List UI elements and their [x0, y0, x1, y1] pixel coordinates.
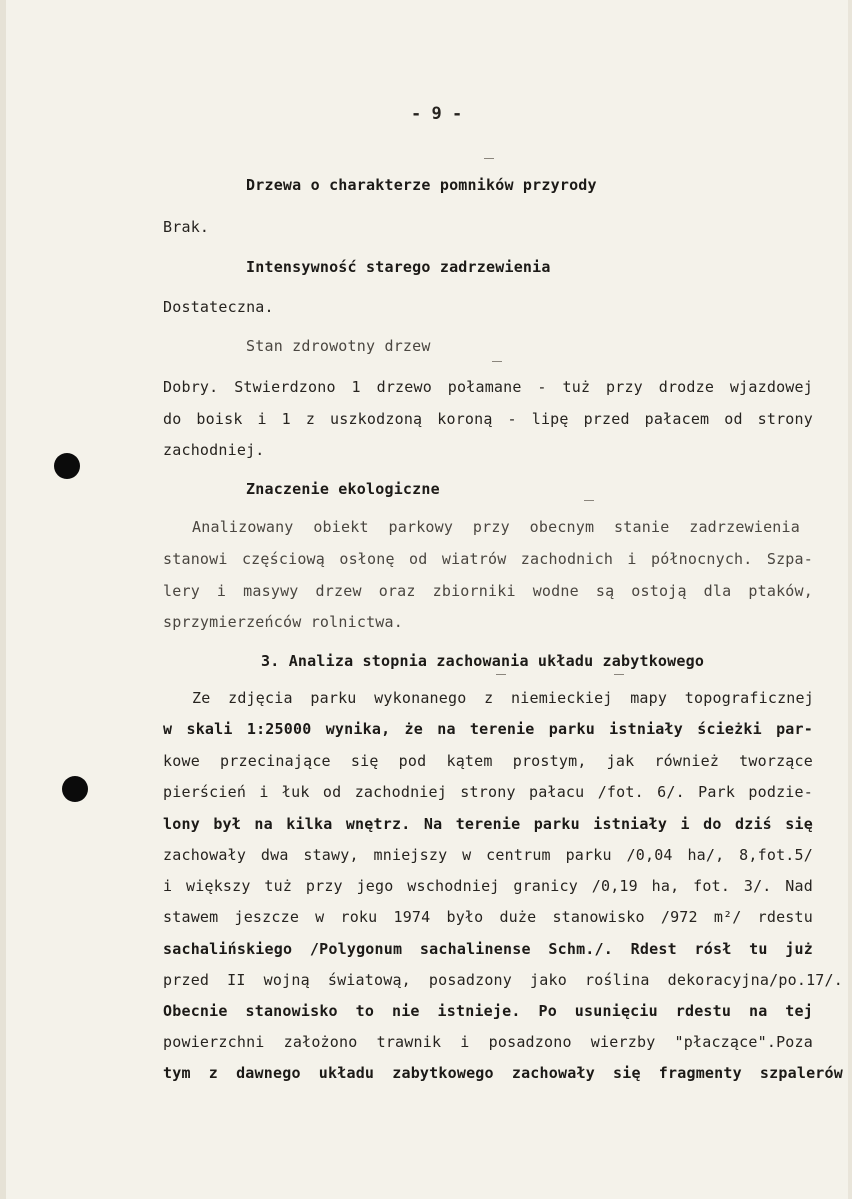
- analysis-line: w skali 1:25000 wynika, że na terenie parku istniały ścieżki par-: [163, 720, 813, 738]
- ink-mark: [496, 674, 506, 675]
- health-line: do boisk i 1 z uszkodzoną koroną - lipę przed pałacem od strony: [163, 410, 813, 428]
- analysis-line: tym z dawnego układu zabytkowego zachowały się fragmenty szpalerów: [163, 1064, 843, 1082]
- ink-mark: [584, 500, 594, 501]
- heading-intensity: Intensywność starego zadrzewienia: [246, 258, 551, 276]
- analysis-line: Ze zdjęcia parku wykonanego z niemieckiej mapy topograficznej: [192, 689, 814, 707]
- ink-mark: [484, 158, 494, 159]
- analysis-line: przed II wojną światową, posadzony jako roślina dekoracyjna/po.17/.: [163, 971, 843, 989]
- analysis-line: kowe przecinające się pod kątem prostym, jak również tworzące: [163, 752, 813, 770]
- analysis-line: i większy tuż przy jego wschodniej granicy /0,19 ha, fot. 3/. Nad: [163, 877, 813, 895]
- intensity-value: Dostateczna.: [163, 298, 274, 316]
- analysis-line: zachowały dwa stawy, mniejszy w centrum parku /0,04 ha/, 8,fot.5/: [163, 846, 813, 864]
- heading-health: Stan zdrowotny drzew: [246, 337, 431, 355]
- analysis-line: Obecnie stanowisko to nie istnieje. Po usunięciu rdestu na tej: [163, 1002, 813, 1020]
- heading-analysis: 3. Analiza stopnia zachowania układu zabytkowego: [261, 652, 705, 670]
- analysis-line: pierścień i łuk od zachodniej strony pałacu /fot. 6/. Park podzie-: [163, 783, 813, 801]
- health-line: Dobry. Stwierdzono 1 drzewo połamane - tuż przy drodze wjazdowej: [163, 378, 813, 396]
- ecology-line: Analizowany obiekt parkowy przy obecnym stanie zadrzewienia: [192, 518, 800, 536]
- trees-monuments-value: Brak.: [163, 218, 210, 236]
- heading-ecology: Znaczenie ekologiczne: [246, 480, 440, 498]
- ink-mark: [614, 674, 624, 675]
- punch-hole: [62, 776, 88, 802]
- ink-mark: [492, 361, 502, 362]
- page-number: - 9 -: [411, 104, 463, 124]
- analysis-line: lony był na kilka wnętrz. Na terenie parku istniały i do dziś się: [163, 815, 813, 833]
- ecology-line: sprzymierzeńców rolnictwa.: [163, 613, 403, 631]
- analysis-line: stawem jeszcze w roku 1974 było duże stanowisko /972 m²/ rdestu: [163, 908, 813, 926]
- ecology-line: lery i masywy drzew oraz zbiorniki wodne są ostoją dla ptaków,: [163, 582, 813, 600]
- health-line: zachodniej.: [163, 441, 265, 459]
- analysis-line: powierzchni założono trawnik i posadzono wierzby "płaczące".Poza: [163, 1033, 813, 1051]
- ecology-line: stanowi częściową osłonę od wiatrów zachodnich i północnych. Szpa-: [163, 550, 813, 568]
- analysis-line: sachalińskiego /Polygonum sachalinense Schm./. Rdest rósł tu już: [163, 940, 813, 958]
- punch-hole: [54, 453, 80, 479]
- heading-trees-monuments: Drzewa o charakterze pomników przyrody: [246, 176, 597, 194]
